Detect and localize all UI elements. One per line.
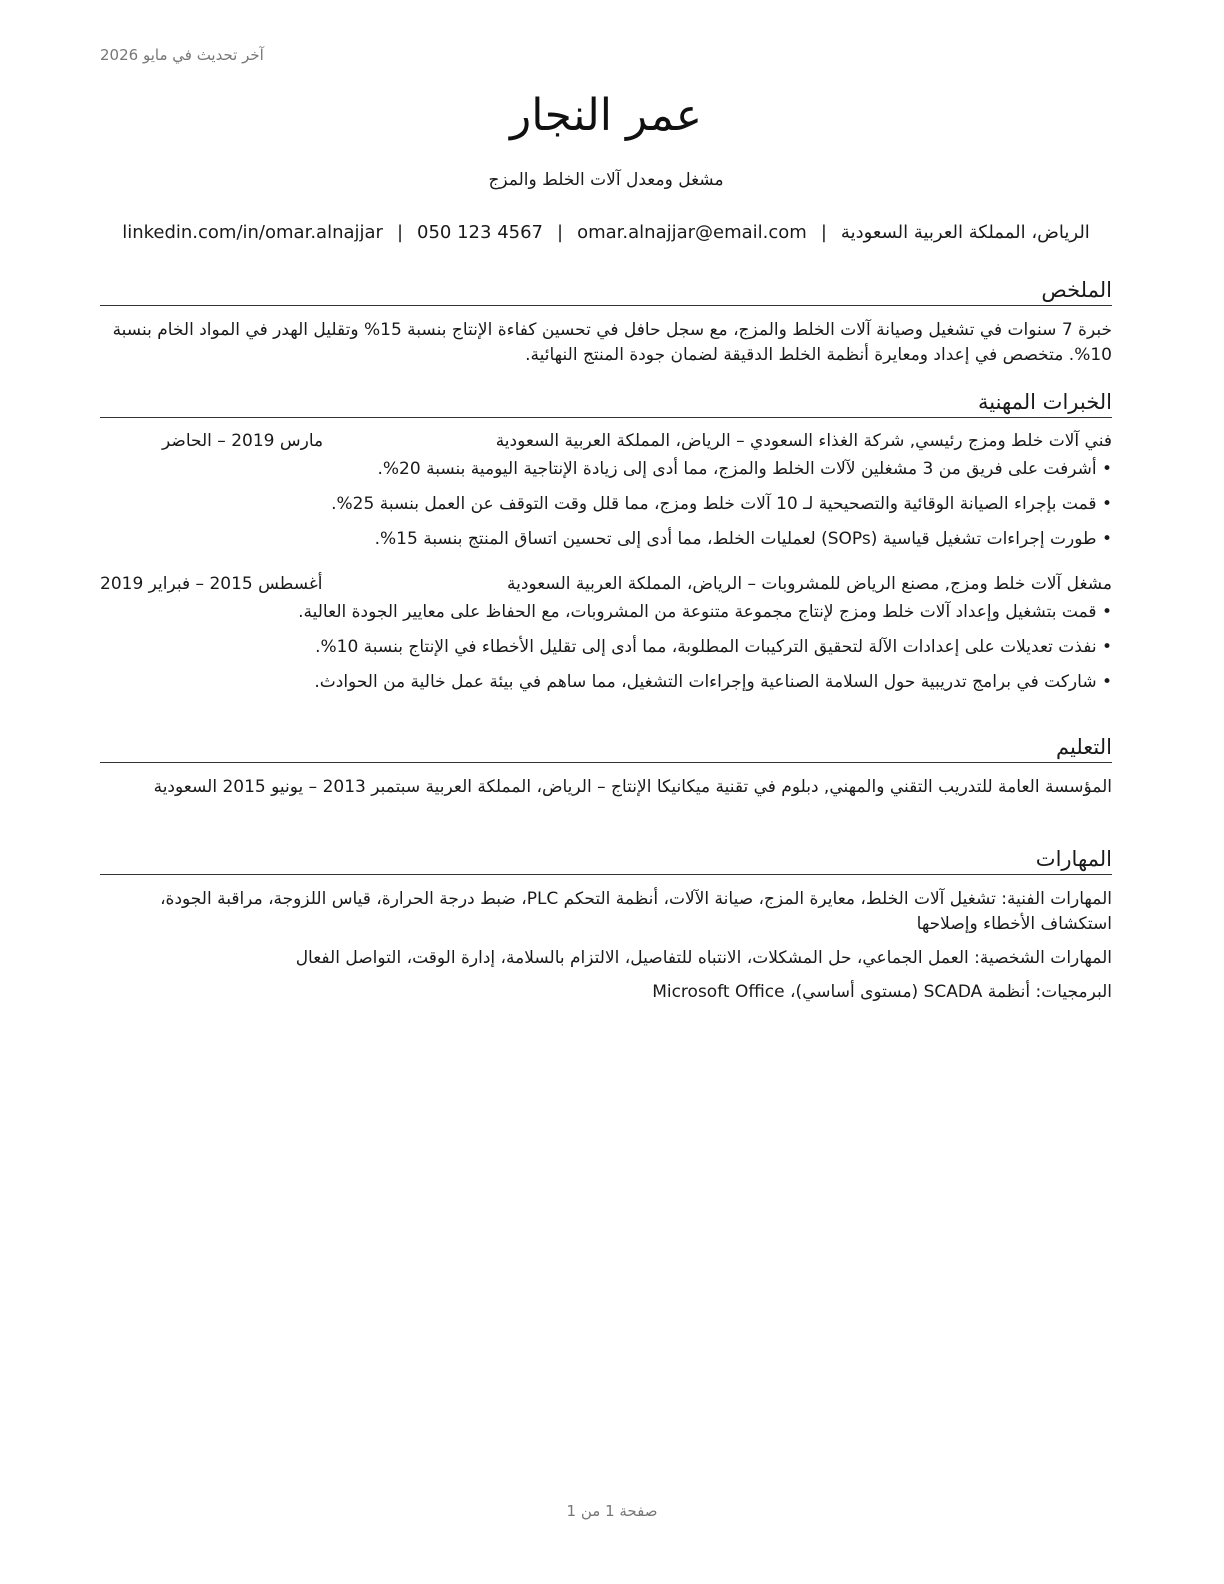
contact-phone: 050 123 4567: [417, 222, 543, 243]
experience-section: [100, 388, 1112, 706]
last-updated-note: آخر تحديث في مايو 2026: [100, 46, 264, 64]
job-role-company: مشغل آلات خلط ومزج, مصنع الرياض للمشروبات – الرياض، المملكة العربية السعودية: [507, 574, 1112, 594]
page-number: صفحة 1 من 1: [566, 1502, 658, 1520]
job-bullets: [100, 601, 1112, 694]
education-text: المؤسسة العامة للتدريب التقني والمهني, دبلوم في تقنية ميكانيكا الإنتاج – الرياض، المملكة العربية سبتمبر 2013 – يونيو 2015 السعودية: [153, 777, 1112, 797]
summary-section: [100, 276, 1112, 368]
job-bullet: • طورت إجراءات تشغيل قياسية (SOPs) لعمليات الخلط، مما أدى إلى تحسين اتساق المنتج بنسبة 15%.: [100, 528, 1112, 551]
education-heading: التعليم: [100, 733, 1112, 763]
education-section: [100, 733, 1112, 800]
job-dates: أغسطس 2015 – فبراير 2019: [100, 574, 323, 594]
contact-email[interactable]: omar.alnajjar@email.com: [577, 222, 807, 243]
job-bullet: • أشرفت على فريق من 3 مشغلين لآلات الخلط والمزج، مما أدى إلى زيادة الإنتاجية اليومية بنسبة 20%.: [100, 458, 1112, 481]
job-bullet: • قمت بإجراء الصيانة الوقائية والتصحيحية لـ 10 آلات خلط ومزج، مما قلل وقت التوقف عن العمل بنسبة 25%.: [100, 493, 1112, 516]
contact-linkedin[interactable]: linkedin.com/in/omar.alnajjar: [122, 222, 383, 243]
candidate-title: مشغل ومعدل آلات الخلط والمزج: [488, 170, 724, 190]
job-dates: مارس 2019 – الحاضر: [162, 431, 324, 451]
contact-separator: |: [396, 222, 404, 243]
experience-heading: الخبرات المهنية: [100, 388, 1112, 418]
contact-separator: |: [820, 222, 827, 243]
summary-heading: الملخص: [100, 276, 1112, 306]
summary-text: خبرة 7 سنوات في تشغيل وصيانة آلات الخلط والمزج، مع سجل حافل في تحسين كفاءة الإنتاج بنسبة 15% وتقليل الهدر في المواد الخام بنسبة 10%. متخصص في إعداد ومعايرة أنظمة الخلط الدقيقة لضمان جودة المنتج النهائية.: [112, 320, 1112, 365]
contact-separator: |: [557, 222, 564, 243]
job-bullets: [100, 458, 1112, 551]
job-header: [100, 573, 1112, 595]
contact-location: الرياض، المملكة العربية السعودية: [840, 222, 1090, 243]
job-header: [100, 430, 1112, 452]
skills-software: البرمجيات: أنظمة SCADA (مستوى أساسي)، Microsoft Office: [652, 982, 1112, 1002]
skills-heading: المهارات: [100, 845, 1112, 875]
job-bullet: • نفذت تعديلات على إعدادات الآلة لتحقيق التركيبات المطلوبة، مما أدى إلى تقليل الأخطاء في الإنتاج بنسبة 10%.: [100, 636, 1112, 659]
contact-line: [100, 222, 1112, 243]
skills-soft: المهارات الشخصية: العمل الجماعي، حل المشكلات، الانتباه للتفاصيل، الالتزام بالسلامة، إدارة الوقت، التواصل الفعال: [295, 948, 1112, 968]
skills-section: [100, 845, 1112, 1014]
job-entry: [100, 430, 1112, 551]
job-bullet: • قمت بتشغيل وإعداد آلات خلط ومزج لإنتاج مجموعة متنوعة من المشروبات، مع الحفاظ على معايير الجودة العالية.: [100, 601, 1112, 624]
job-entry: [100, 573, 1112, 694]
candidate-name: عمر النجار: [510, 90, 702, 141]
skills-technical: المهارات الفنية: تشغيل آلات الخلط، معايرة المزج، صيانة الآلات، أنظمة التحكم PLC، ضبط درجة الحرارة، قياس اللزوجة، مراقبة الجودة، استكشاف الأخطاء وإصلاحها: [160, 889, 1112, 934]
job-role-company: فني آلات خلط ومزج رئيسي, شركة الغذاء السعودي – الرياض، المملكة العربية السعودية: [495, 431, 1112, 451]
job-bullet: • شاركت في برامج تدريبية حول السلامة الصناعية وإجراءات التشغيل، مما ساهم في بيئة عمل خالية من الحوادث.: [100, 671, 1112, 694]
